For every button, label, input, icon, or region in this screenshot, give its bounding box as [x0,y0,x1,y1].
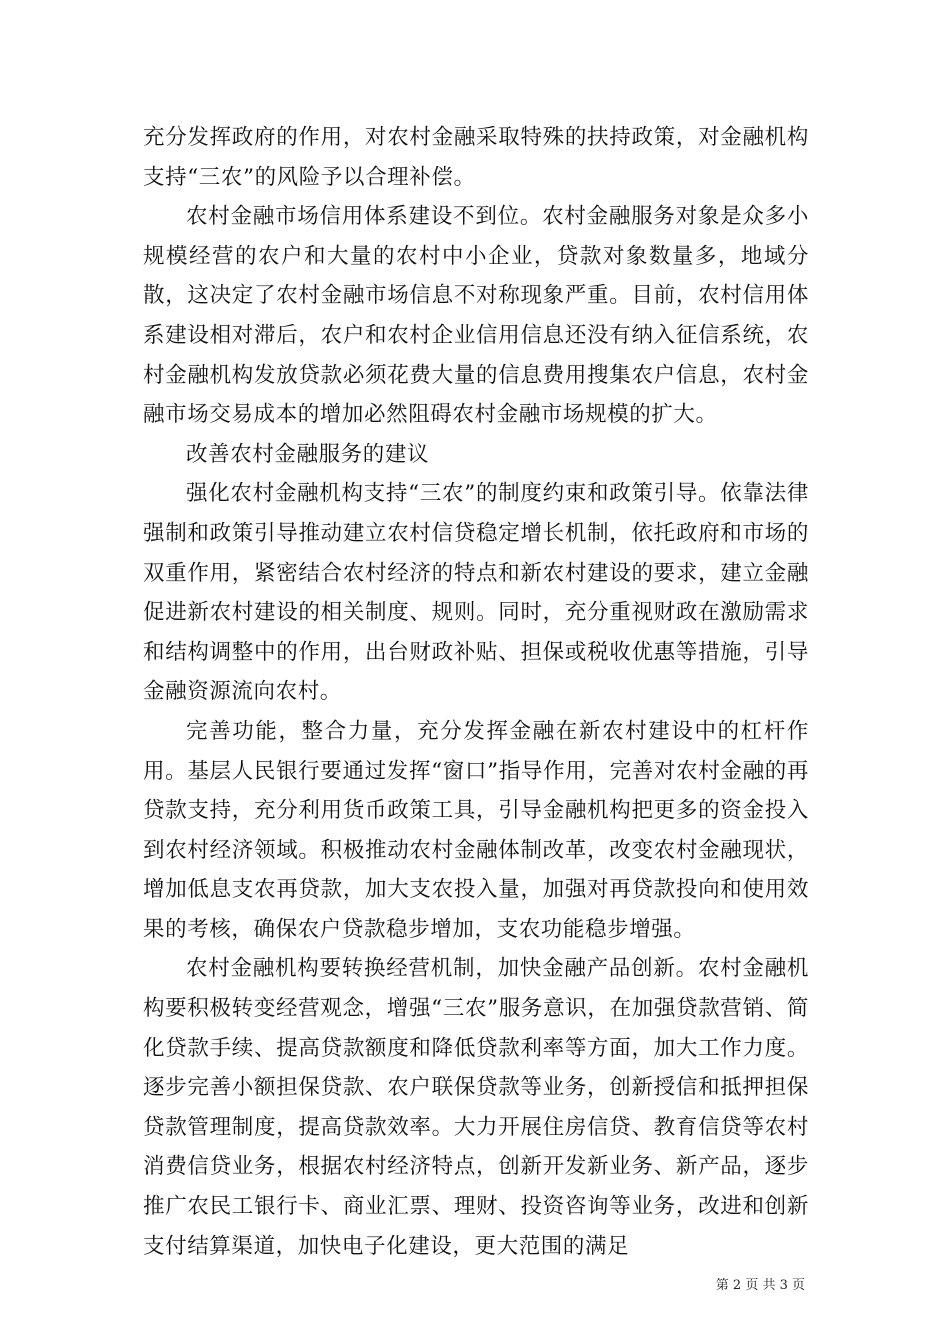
paragraph-4: 完善功能，整合力量，充分发挥金融在新农村建设中的杠杆作用。基层人民银行要通过发挥“窗口”指导作用，完善对农村金融的再贷款支持，充分利用货币政策工具，引导金融机构把更多的资金投入到农村经济领域。积极推动农村金融体制改革，改变农村金融现状，增加低息支农再贷款，加大支农投入量，加强对再贷款投向和使用效果的考核，确保农户贷款稳步增加，支农功能稳步增强。 [143,718,809,942]
paragraph-5: 农村金融机构要转换经营机制，加快金融产品创新。农村金融机构要积极转变经营观念，增强“三农”服务意识，在加强贷款营销、简化贷款手续、提高贷款额度和降低贷款利率等方面，加大工作力度。逐步完善小额担保贷款、农户联保贷款等业务，创新授信和抵押担保贷款管理制度，提高贷款效率。大力开展住房信贷、教育信贷等农村消费信贷业务，根据农村经济特点，创新开发新业务、新产品，逐步推广农民工银行卡、商业汇票、理财、投资咨询等业务，改进和创新支付结算渠道，加快电子化建设，更大范围的满足 [143,956,809,1259]
page-number-footer: 第 2 页 共 3 页 [715,1278,805,1293]
paragraph-2: 农村金融市场信用体系建设不到位。农村金融服务对象是众多小规模经营的农户和大量的农村中小企业，贷款对象数量多，地域分散，这决定了农村金融市场信息不对称现象严重。目前，农村信用体系建设相对滞后，农户和农村企业信用信息还没有纳入征信系统，农村金融机构发放贷款必须花费大量的信息费用搜集农户信息，农村金融市场交易成本的增加必然阻碍农村金融市场规模的扩大。 [143,204,809,428]
paragraph-3: 强化农村金融机构支持“三农”的制度约束和政策引导。依靠法律强制和政策引导推动建立农村信贷稳定增长机制，依托政府和市场的双重作用，紧密结合农村经济的特点和新农村建设的要求，建立金融促进新农村建设的相关制度、规则。同时，充分重视财政在激励需求和结构调整中的作用，出台财政补贴、担保或税收优惠等措施，引导金融资源流向农村。 [143,481,809,705]
section-heading: 改善农村金融服务的建议 [186,441,430,467]
document-body [143,118,809,1266]
paragraph-1: 充分发挥政府的作用，对农村金融采取特殊的扶持政策，对金融机构支持“三农”的风险予以合理补偿。 [143,125,809,190]
